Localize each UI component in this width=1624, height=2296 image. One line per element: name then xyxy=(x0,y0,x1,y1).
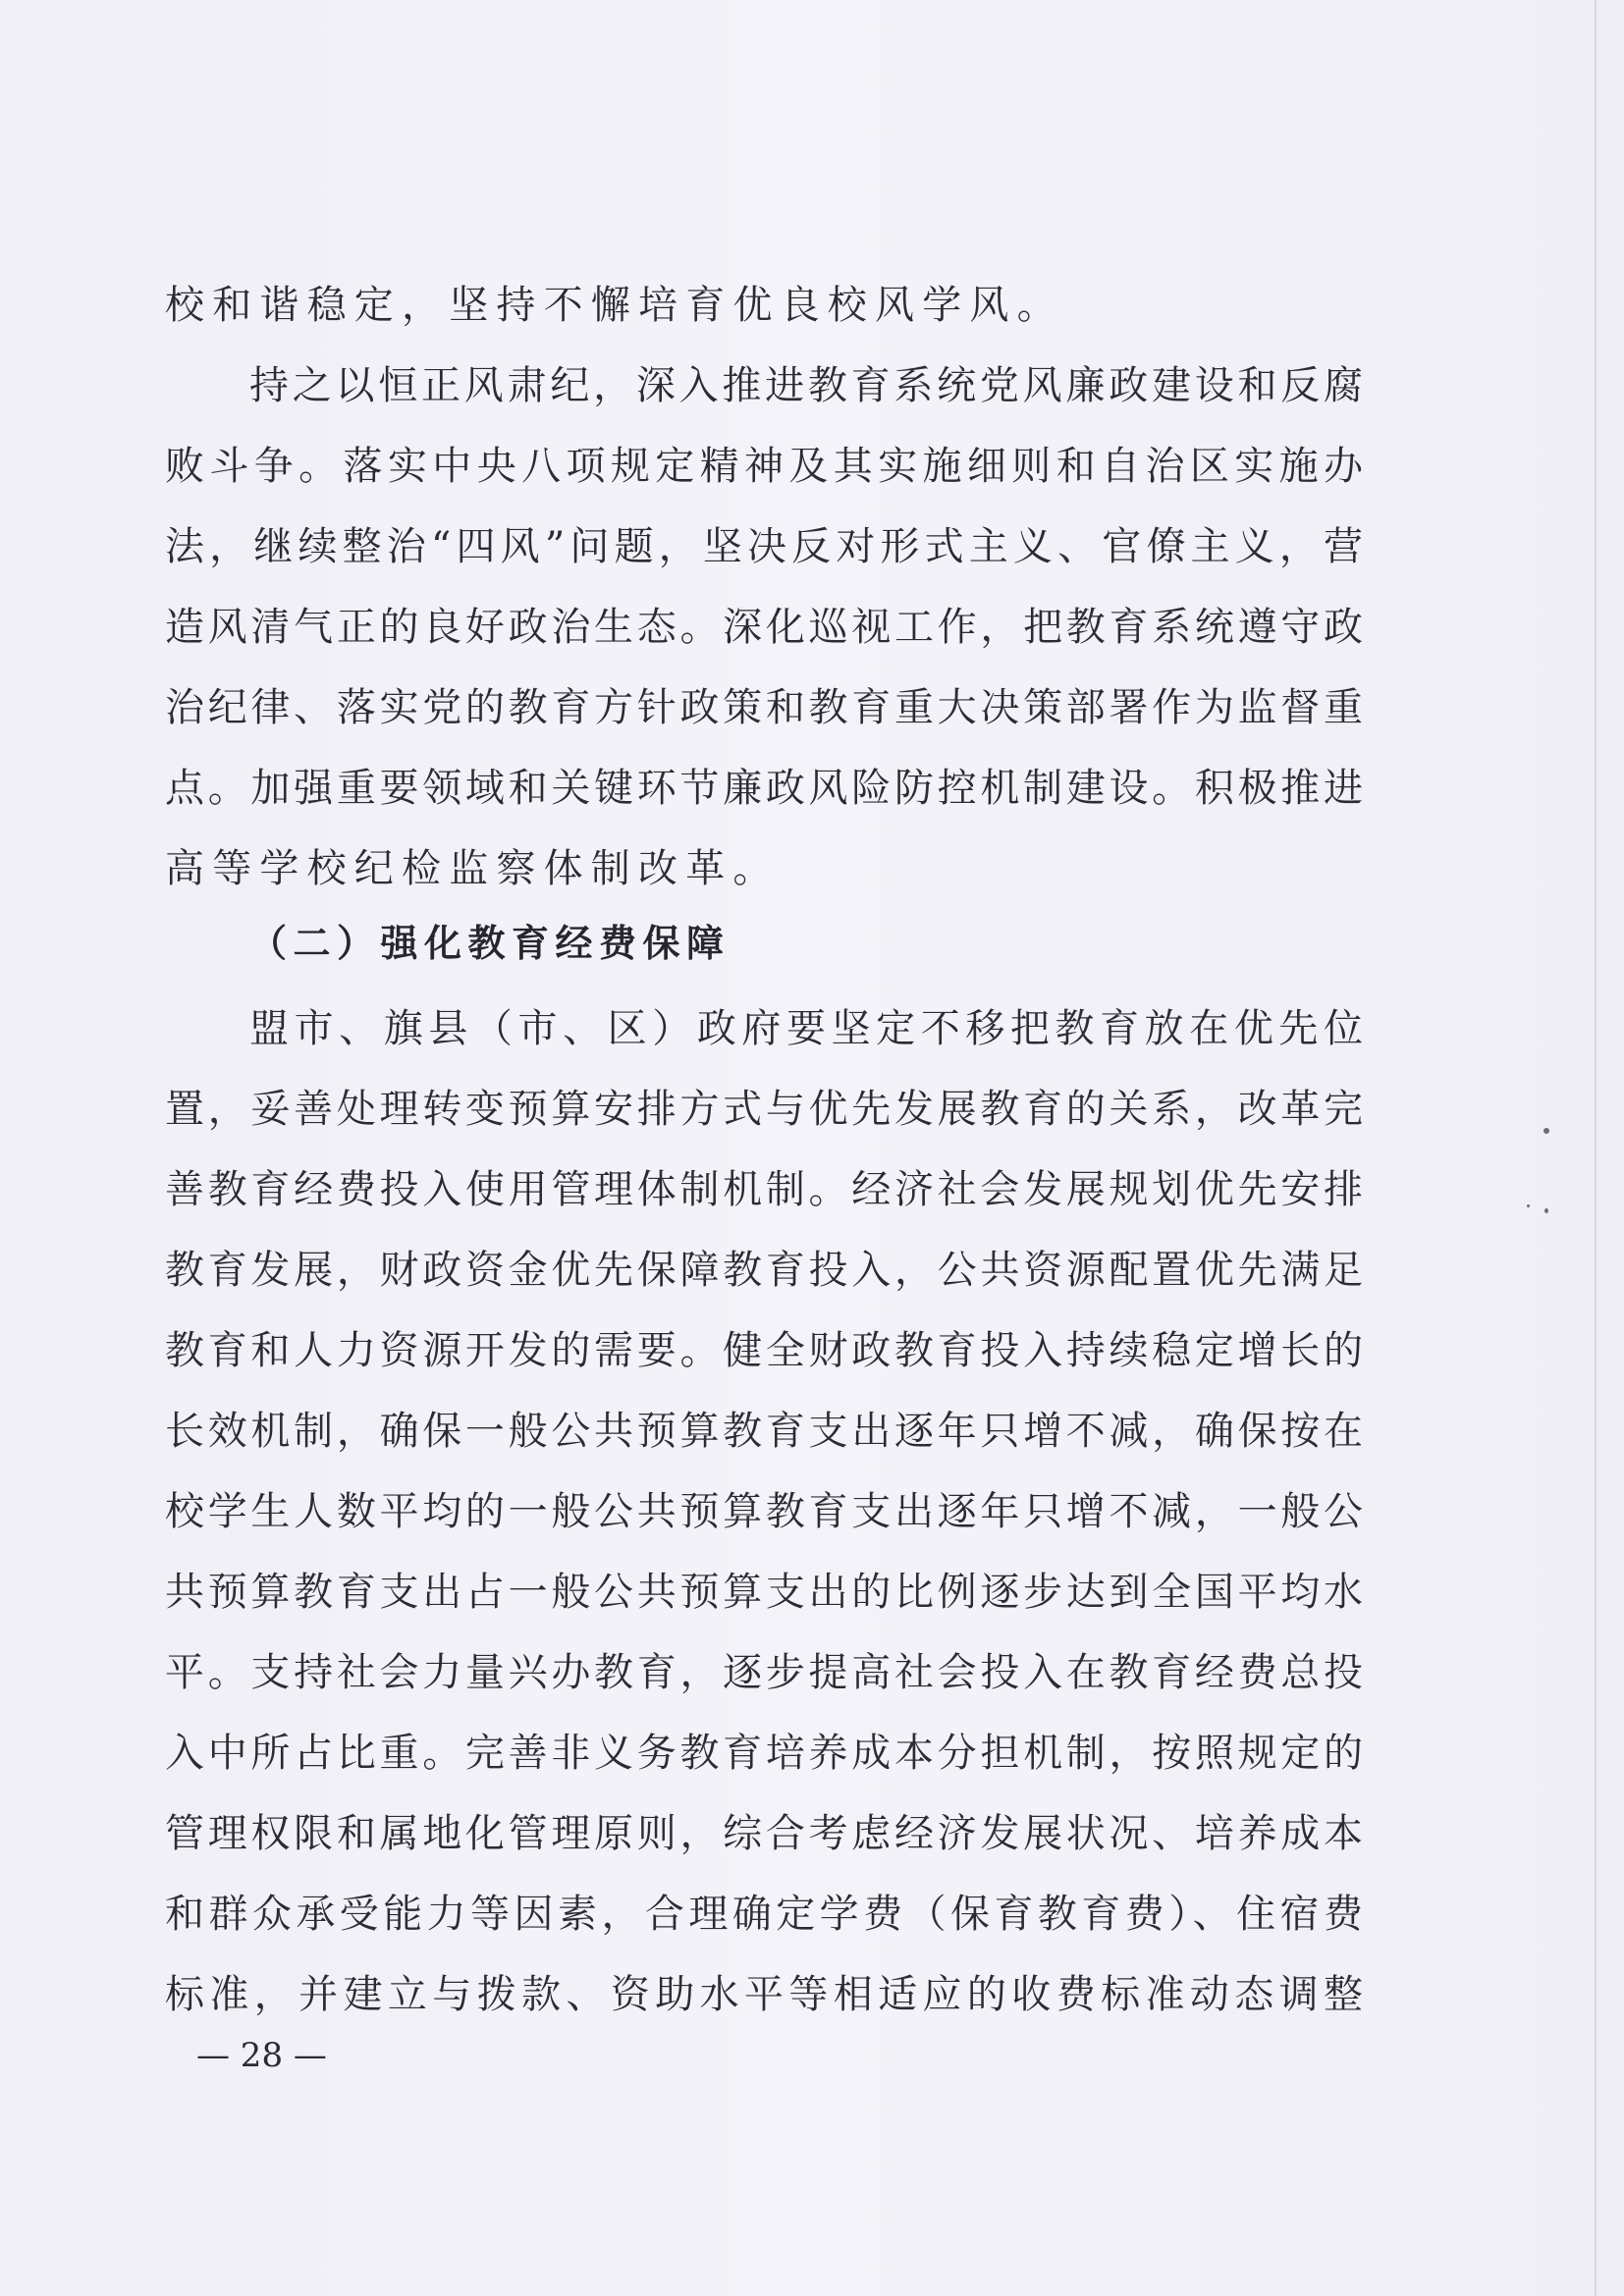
body-line: 善教育经费投入使用管理体制机制。经济社会发展规划优先安排 xyxy=(165,1167,1363,1212)
body-line: 败斗争。落实中央八项规定精神及其实施细则和自治区实施办 xyxy=(165,444,1363,489)
scan-speck xyxy=(1527,1204,1530,1207)
body-line: 教育发展，财政资金优先保障教育投入，公共资源配置优先满足 xyxy=(165,1248,1363,1293)
body-line: 校学生人数平均的一般公共预算教育支出逐年只增不减，一般公 xyxy=(165,1489,1363,1534)
body-line: 治纪律、落实党的教育方针政策和教育重大决策部署作为监督重 xyxy=(165,685,1363,730)
body-line: 校和谐稳定，坚持不懈培育优良校风学风。 xyxy=(165,283,1064,328)
scan-speck xyxy=(1543,1128,1549,1134)
body-line: 标准，并建立与拨款、资助水平等相适应的收费标准动态调整 xyxy=(165,1972,1363,2017)
body-line: 长效机制，确保一般公共预算教育支出逐年只增不减，确保按在 xyxy=(165,1409,1363,1454)
body-line: 和群众承受能力等因素，合理确定学费（保育教育费）、住宿费 xyxy=(165,1892,1363,1937)
body-line: 法，继续整治“四风”问题，坚决反对形式主义、官僚主义，营 xyxy=(165,524,1363,569)
body-line: 置，妥善处理转变预算安排方式与优先发展教育的关系，改革完 xyxy=(165,1087,1363,1132)
body-line: 入中所占比重。完善非义务教育培养成本分担机制，按照规定的 xyxy=(165,1731,1363,1776)
body-line: 点。加强重要领域和关键环节廉政风险防控机制建设。积极推进 xyxy=(165,766,1363,811)
page-number: — 28 — xyxy=(196,2036,327,2075)
body-line: 盟市、旗县（市、区）政府要坚定不移把教育放在优先位 xyxy=(249,1006,1363,1051)
body-line: 共预算教育支出占一般公共预算支出的比例逐步达到全国平均水 xyxy=(165,1570,1363,1615)
body-line: 教育和人力资源开发的需要。健全财政教育投入持续稳定增长的 xyxy=(165,1328,1363,1373)
scan-speck xyxy=(1544,1208,1548,1213)
body-line: 管理权限和属地化管理原则，综合考虑经济发展状况、培养成本 xyxy=(165,1811,1363,1856)
section-heading: （二）强化教育经费保障 xyxy=(249,922,731,965)
body-line: 平。支持社会力量兴办教育，逐步提高社会投入在教育经费总投 xyxy=(165,1650,1363,1695)
body-line: 造风清气正的良好政治生态。深化巡视工作，把教育系统遵守政 xyxy=(165,605,1363,650)
body-line: 持之以恒正风肃纪，深入推进教育系统党风廉政建设和反腐 xyxy=(249,363,1363,408)
body-line: 高等学校纪检监察体制改革。 xyxy=(165,846,781,891)
